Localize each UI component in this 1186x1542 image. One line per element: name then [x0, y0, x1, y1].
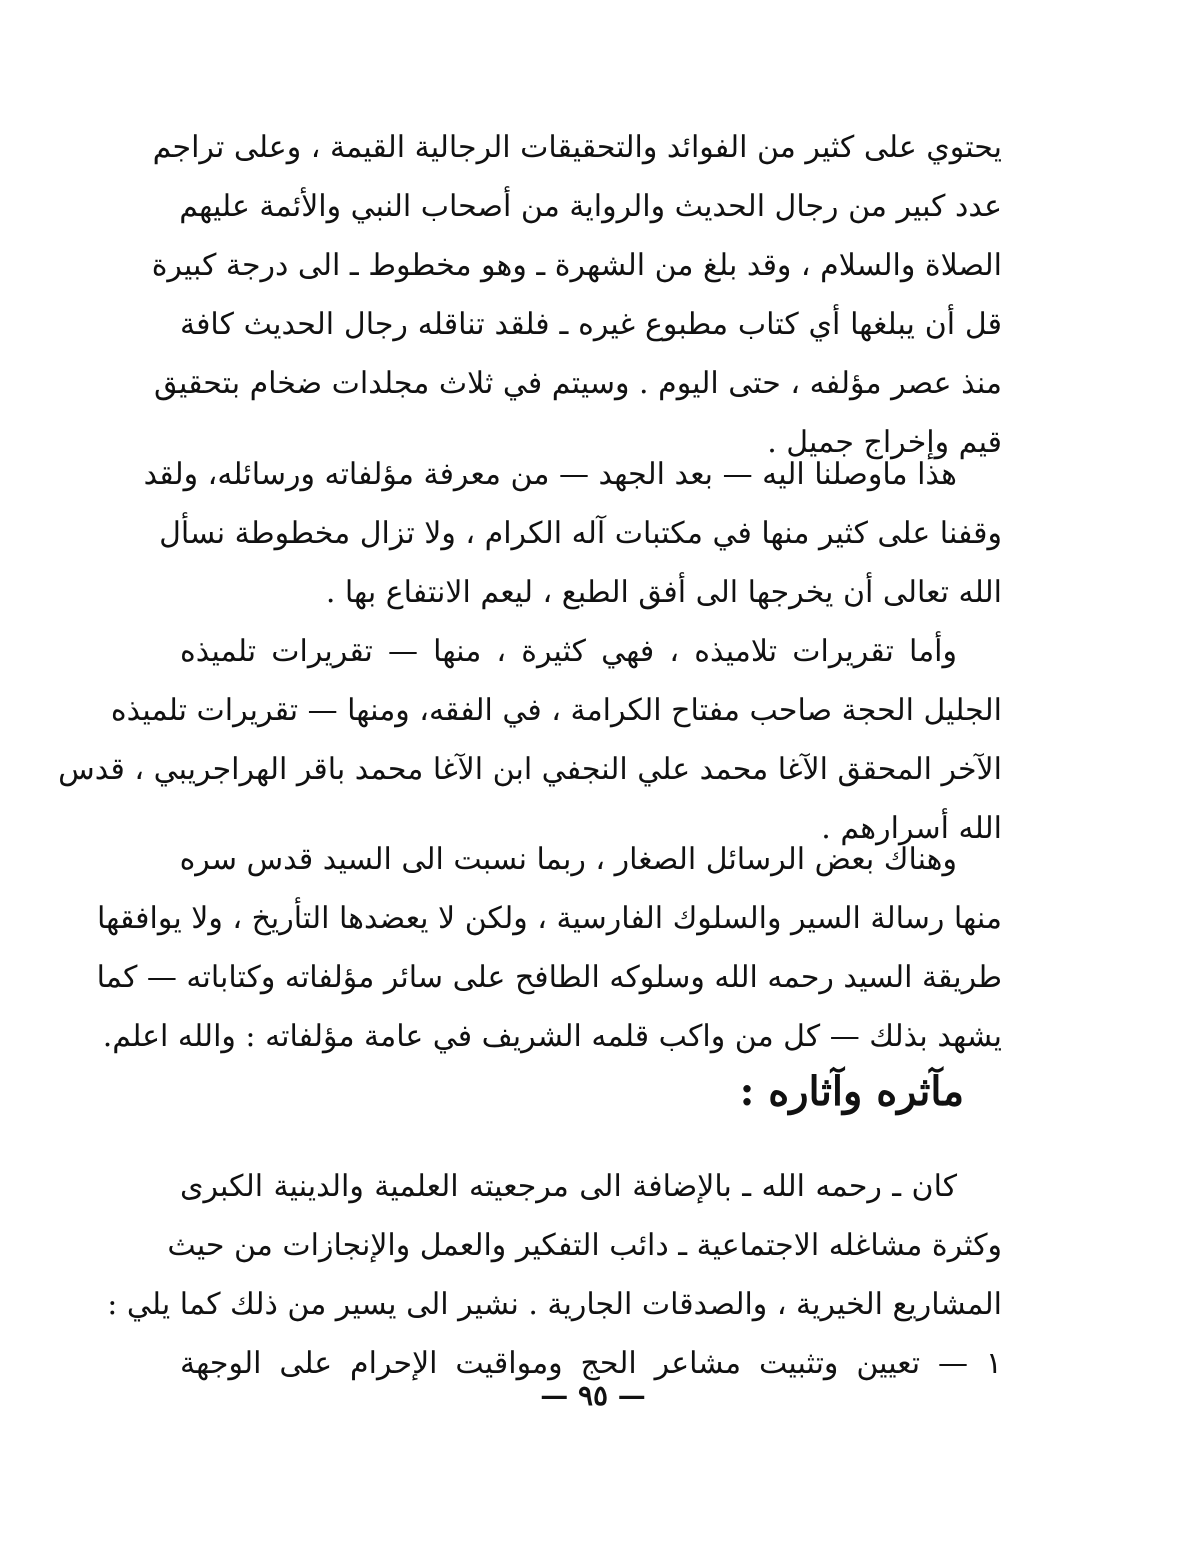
- text-line: كان ـ رحمه الله ـ بالإضافة الى مرجعيته العلمية والدينية الكبرى: [180, 1169, 957, 1204]
- text-line: هذا ماوصلنا اليه — بعد الجهد — من معرفة مؤلفاته ورسائله، ولقد: [143, 457, 957, 492]
- text-line: يحتوي على كثير من الفوائد والتحقيقات الرجالية القيمة ، وعلى تراجم: [152, 130, 1002, 165]
- paragraph-works-and-students: [58, 445, 1002, 858]
- text-line: الصلاة والسلام ، وقد بلغ من الشهرة ـ وهو مخطوط ـ الى درجة كبيرة: [151, 248, 1002, 283]
- text-line: المشاريع الخيرية ، والصدقات الجارية . نشير الى يسير من ذلك كما يلي :: [107, 1287, 1002, 1322]
- text-line: الله أسرارهم .: [821, 811, 1002, 846]
- paragraph-charitable-works: [107, 1157, 1002, 1393]
- text-line: ١ — تعيين وتثبيت مشاعر الحج ومواقيت الإحرام على الوجهة: [180, 1346, 1002, 1381]
- text-line: وكثرة مشاغله الاجتماعية ـ دائب التفكير والعمل والإنجازات من حيث: [167, 1228, 1002, 1263]
- text-line: وأما تقريرات تلاميذه ، فهي كثيرة ، منها — تقريرات تلميذه: [180, 634, 957, 669]
- text-line: عدد كبير من رجال الحديث والرواية من أصحاب النبي والأئمة عليهم: [179, 189, 1002, 224]
- text-line: وقفنا على كثير منها في مكتبات آله الكرام ، ولا تزال مخطوطة نسأل: [159, 516, 1002, 551]
- paragraph-book-description: [151, 118, 1002, 472]
- text-line: منذ عصر مؤلفه ، حتى اليوم . وسيتم في ثلاث مجلدات ضخام بتحقيق: [154, 366, 1002, 401]
- text-line: وهناك بعض الرسائل الصغار ، ربما نسبت الى السيد قدس سره: [179, 842, 957, 877]
- page-number: — ٩٥ —: [540, 1379, 646, 1412]
- text-line: الآخر المحقق الآغا محمد علي النجفي ابن الآغا محمد باقر الهراجريبي ، قدس: [58, 752, 1002, 787]
- text-line: منها رسالة السير والسلوك الفارسية ، ولكن لا يعضدها التأريخ ، ولا يوافقها: [97, 901, 1002, 936]
- text-line: الله تعالى أن يخرجها الى أفق الطبع ، ليعم الانتفاع بها .: [325, 575, 1002, 610]
- text-line: يشهد بذلك — كل من واكب قلمه الشريف في عامة مؤلفاته : والله اعلم.: [102, 1019, 1002, 1054]
- paragraph-small-treatises: [96, 830, 1002, 1066]
- text-line: قيم وإخراج جميل .: [767, 425, 1002, 460]
- section-heading: مآثره وآثاره :: [739, 1068, 964, 1115]
- text-line: طريقة السيد رحمه الله وسلوكه الطافح على سائر مؤلفاته وكتاباته — كما: [96, 960, 1002, 995]
- text-line: الجليل الحجة صاحب مفتاح الكرامة ، في الفقه، ومنها — تقريرات تلميذه: [110, 693, 1002, 728]
- text-line: قل أن يبلغها أي كتاب مطبوع غيره ـ فلقد تناقله رجال الحديث كافة: [180, 307, 1002, 342]
